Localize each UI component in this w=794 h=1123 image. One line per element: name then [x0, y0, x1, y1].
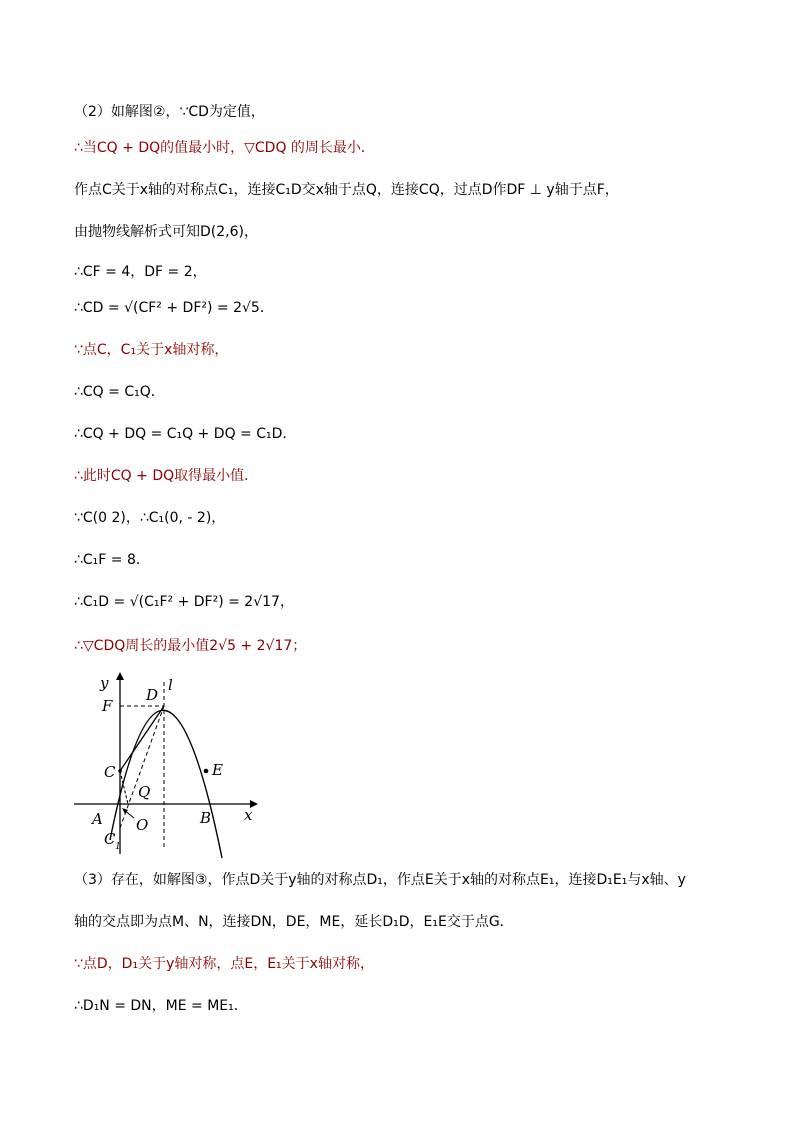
label-c: C	[104, 763, 116, 781]
label-l: l	[168, 676, 173, 694]
line-4: ∴CF = 4，DF = 2，	[74, 264, 207, 280]
line-14: （3）存在，如解图③，作点D关于y轴的对称点D₁，作点E关于x轴的对称点E₁，连接D₁E₁与x轴、y	[74, 872, 686, 888]
segment-cq	[120, 771, 128, 804]
label-d: D	[146, 686, 159, 704]
segment-cd	[120, 706, 164, 771]
label-o: O	[136, 816, 149, 834]
line-5: ∴CD = √(CF² + DF²) = 2√5．	[74, 300, 274, 316]
label-e: E	[212, 761, 223, 779]
line-11: ∴C₁F = 8．	[74, 552, 150, 568]
line-6: ∵点C，C₁关于x轴对称，	[74, 342, 229, 358]
label-c1-subscript: 1	[115, 842, 121, 852]
line-13: ∴▽CDQ周长的最小值2√5 + 2√17；	[74, 638, 307, 654]
label-c1: C	[104, 830, 116, 848]
y-axis-arrow	[116, 672, 124, 680]
label-q: Q	[138, 783, 151, 801]
label-f: F	[102, 697, 113, 715]
line-16: ∵点D，D₁关于y轴对称，点E，E₁关于x轴对称，	[74, 956, 374, 972]
line-3: 由抛物线解析式可知D(2,6)，	[74, 224, 258, 240]
line-2: 作点C关于x轴的对称点C₁，连接C₁D交x轴于点Q，连接CQ，过点D作DF ⊥ y轴于点F，	[74, 182, 619, 198]
parabola-figure	[70, 668, 270, 858]
line-17: ∴D₁N = DN，ME = ME₁．	[74, 998, 248, 1014]
label-y: y	[100, 674, 109, 692]
line-0: （2）如解图②，∵CD为定值，	[74, 104, 265, 120]
line-9: ∴此时CQ + DQ取得最小值．	[74, 468, 259, 484]
label-a: A	[92, 810, 103, 828]
line-7: ∴CQ = C₁Q．	[74, 384, 165, 400]
line-1: ∴当CQ + DQ的值最小时，▽CDQ 的周长最小．	[74, 140, 375, 156]
label-x: x	[244, 806, 253, 824]
label-b: B	[200, 809, 212, 827]
line-15: 轴的交点即为点M、N，连接DN，DE，ME，延长D₁D，E₁E交于点G．	[74, 914, 514, 930]
parabola	[110, 710, 222, 858]
point-e	[204, 769, 209, 774]
line-8: ∴CQ + DQ = C₁Q + DQ = C₁D．	[74, 426, 297, 442]
line-12: ∴C₁D = √(C₁F² + DF²) = 2√17，	[74, 594, 294, 610]
line-10: ∵C(0 2)，∴C₁(0, - 2)，	[74, 510, 226, 526]
point-c	[118, 769, 122, 773]
